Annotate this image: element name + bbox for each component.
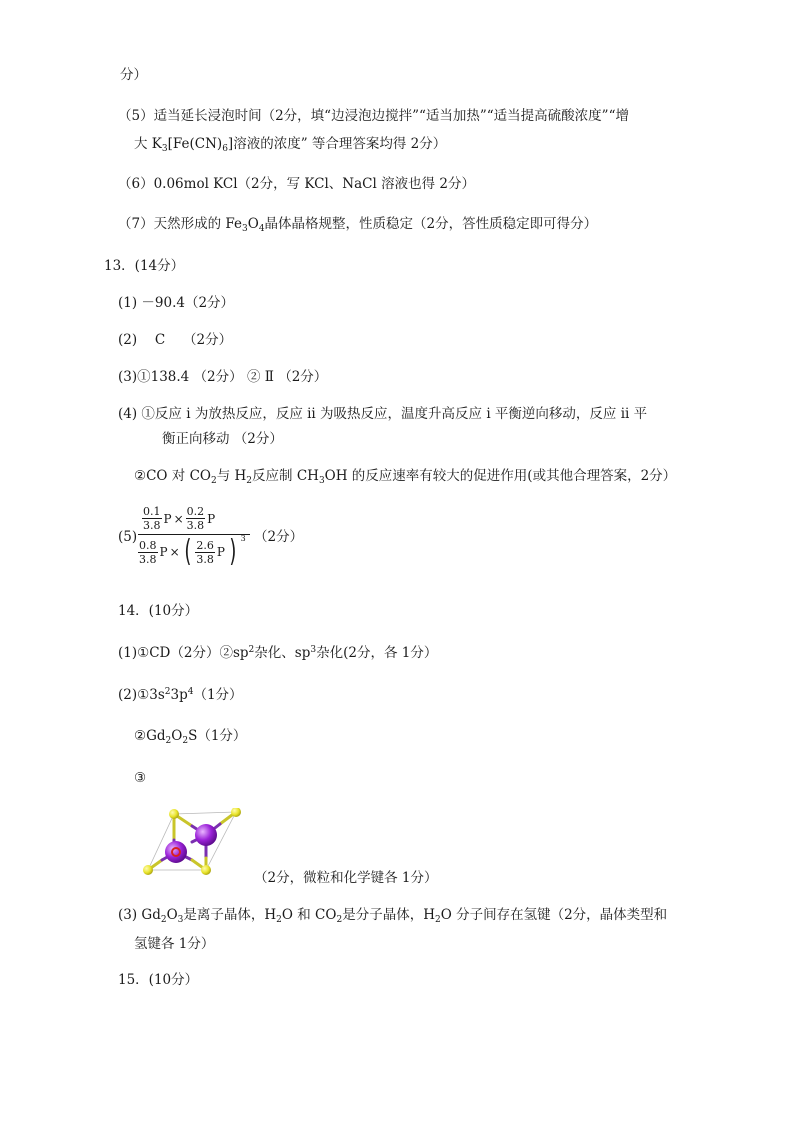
text: S（1分） bbox=[188, 728, 247, 744]
text: 3p bbox=[170, 687, 188, 703]
text: ②CO 对 CO bbox=[134, 468, 211, 484]
q14-2-1 bbox=[118, 689, 243, 703]
frac-num: 0.1 bbox=[143, 505, 161, 518]
q15-heading: 15．(10分） bbox=[118, 972, 199, 988]
var-p: P bbox=[159, 545, 168, 559]
text: （1分） bbox=[193, 687, 243, 703]
q14-2-2 bbox=[134, 730, 246, 744]
fraction bbox=[195, 539, 215, 566]
text: [Fe(CN) bbox=[167, 136, 223, 152]
crystal-structure-icon bbox=[136, 808, 252, 880]
q13-4-line2: 衡正向移动 （2分） bbox=[162, 431, 283, 447]
text: (2)①3s bbox=[118, 687, 165, 703]
text: 是分子晶体，H bbox=[342, 907, 435, 923]
text: ②Gd bbox=[134, 728, 166, 744]
q13-4-line3 bbox=[134, 470, 676, 484]
formula-numerator bbox=[138, 505, 250, 535]
sub: 2 bbox=[165, 736, 172, 746]
q14-1 bbox=[118, 647, 437, 661]
text: 杂化、sp bbox=[254, 645, 311, 661]
text: 是离子晶体，H bbox=[183, 907, 277, 923]
q13-2: (2) C （2分） bbox=[118, 332, 233, 348]
right-paren-icon: ) bbox=[229, 534, 237, 569]
sub: 6 bbox=[222, 144, 228, 154]
var-p: P bbox=[216, 545, 225, 559]
q14-heading: 14．(10分） bbox=[118, 603, 199, 619]
fraction bbox=[138, 539, 158, 566]
times-sign: × bbox=[173, 511, 184, 526]
text: ]溶液的浓度” 等合理答案均得 2分） bbox=[227, 136, 447, 152]
text: O bbox=[166, 907, 178, 923]
sub: 3 bbox=[161, 144, 168, 154]
sup: 2 bbox=[248, 645, 255, 655]
text: O 分子间存在氢键（2分，晶体类型和 bbox=[440, 907, 668, 923]
text: OH 的反应速率有较大的促进作用(或其他合理答案，2分） bbox=[324, 468, 677, 484]
frac-num: 0.8 bbox=[139, 538, 157, 552]
frac-den: 3.8 bbox=[143, 519, 161, 532]
text: 晶体晶格规整，性质稳定（2分，答性质稳定即可得分） bbox=[264, 216, 598, 232]
sub: 3 bbox=[242, 224, 248, 234]
sub: 4 bbox=[258, 224, 265, 234]
sub: 3 bbox=[177, 915, 184, 925]
q12-6: （6）0.06mol KCl（2分，写 KCl、NaCl 溶液也得 2分） bbox=[118, 176, 475, 192]
var-p: P bbox=[207, 511, 216, 526]
text: 与 H bbox=[216, 468, 247, 484]
fraction bbox=[186, 505, 206, 532]
left-paren-icon: ( bbox=[183, 534, 192, 569]
sub: 2 bbox=[276, 915, 282, 925]
q12-7 bbox=[118, 218, 597, 232]
sup: 4 bbox=[187, 687, 194, 697]
sub: 2 bbox=[434, 915, 441, 925]
q14-3-line1 bbox=[118, 909, 667, 923]
q14-2-3-score: （2分，微粒和化学键各 1分） bbox=[254, 870, 438, 886]
q13-5-label: (5) bbox=[118, 529, 138, 545]
equilibrium-formula bbox=[138, 505, 250, 567]
q13-3: (3)①138.4 （2分） ② Ⅱ （2分） bbox=[118, 369, 328, 385]
text: 反应制 CH bbox=[252, 468, 319, 484]
formula-denominator bbox=[138, 535, 250, 567]
q14-3-line2: 氢键各 1分） bbox=[134, 936, 215, 952]
sub: 2 bbox=[210, 476, 217, 486]
sub: 2 bbox=[160, 915, 167, 925]
q13-1: (1) －90.4（2分） bbox=[118, 295, 235, 311]
text: (3) Gd bbox=[118, 907, 161, 923]
frac-num: 0.2 bbox=[186, 505, 205, 518]
exponent: 3 bbox=[240, 533, 246, 543]
text: 杂化(2分，各 1分） bbox=[316, 645, 438, 661]
text: O bbox=[171, 728, 183, 744]
q13-5-score: （2分） bbox=[254, 529, 304, 545]
frac-den: 3.8 bbox=[139, 552, 157, 566]
q13-heading: 13．(14分） bbox=[104, 258, 185, 274]
q13-4-line1: (4) ①反应 i 为放热反应，反应 ii 为吸热反应，温度升高反应 i 平衡逆向移动，反应 ii 平 bbox=[118, 406, 648, 422]
frac-den: 3.8 bbox=[196, 552, 214, 566]
frac-num: 2.6 bbox=[196, 538, 214, 552]
q12-5-line1: （5）适当延长浸泡时间（2分，填“边浸泡边搅拌”“适当加热”“适当提高硫酸浓度”“增 bbox=[118, 108, 629, 124]
text: (1)①CD（2分）②sp bbox=[118, 645, 249, 661]
frac-den: 3.8 bbox=[186, 519, 205, 532]
sub: 2 bbox=[182, 736, 189, 746]
q14-2-3: ③ bbox=[134, 770, 147, 786]
sup: 3 bbox=[310, 645, 317, 655]
text: （7）天然形成的 Fe bbox=[118, 216, 242, 232]
fraction bbox=[142, 505, 162, 532]
sub: 2 bbox=[336, 915, 343, 925]
sup: 2 bbox=[164, 687, 171, 697]
var-p: P bbox=[163, 511, 172, 526]
sub: 3 bbox=[318, 476, 325, 486]
text: O 和 CO bbox=[281, 907, 337, 923]
text: O bbox=[247, 216, 259, 232]
line-continuation: 分） bbox=[120, 67, 147, 83]
q12-5-line2 bbox=[134, 138, 446, 152]
times-sign: × bbox=[169, 545, 180, 559]
sub: 2 bbox=[246, 476, 253, 486]
text: 大 K bbox=[134, 136, 162, 152]
